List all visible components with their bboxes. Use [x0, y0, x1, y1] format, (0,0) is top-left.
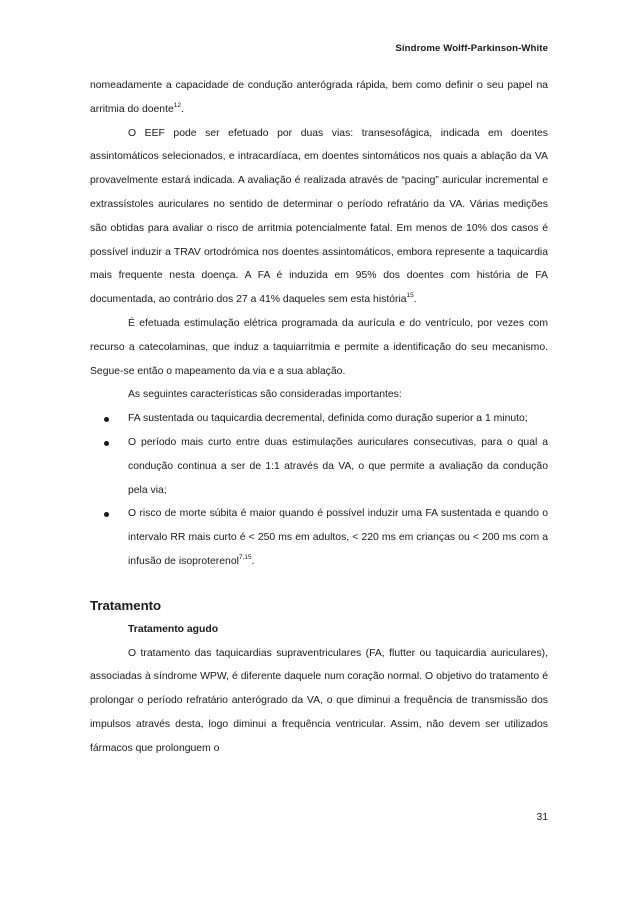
bullet-icon	[104, 441, 109, 446]
list-item	[90, 431, 548, 502]
running-header: Síndrome Wolff-Parkinson-White	[395, 43, 548, 54]
paragraph-treatment: O tratamento das taquicardias supraventriculares (FA, flutter ou taquicardia auriculares), associadas à síndrome WPW, é diferente daquele num coração normal. O objetivo do tratamento é prolongar o período refratário anterógrado da VA, o que diminui a frequência de transmissão dos impulsos através desta, logo diminui a frequência ventricular. Assim, não devem ser utilizados fármacos que prolonguem o	[90, 647, 548, 754]
list-item	[90, 407, 548, 431]
section-heading: Tratamento	[90, 597, 162, 613]
paragraph-continuation	[90, 74, 548, 122]
bullet-icon	[104, 512, 109, 517]
list-item-text: FA sustentada ou taquicardia decremental, definida como duração superior a 1 minuto;	[128, 413, 528, 425]
paragraph-text: nomeadamente a capacidade de condução anterógrada rápida, bem como definir o seu papel na arritmia do doente	[90, 80, 548, 115]
paragraph-text: O EEF pode ser efetuado por duas vias: transesofágica, indicada em doentes assintomáticos selecionados, e intracardíaca, em doentes sintomáticos nos quais a ablação da VA provavelmente estará indicada. A avaliação é realizada através de “pacing” auricular incremental e extrassístoles auriculares no sentido de determinar o período refratário da VA. Várias medições são obtidas para avaliar o risco de arritmia potencialmente fatal. Em menos de 10% dos casos é possível induzir a TRAV ortodrómica nos doentes assintomáticos, embora represente a taquicardia mais frequente nesta doença. A FA é induzida em 95% dos doentes com história de FA documentada, ao contrário dos 27 a 41% daqueles sem esta história	[90, 127, 548, 306]
citation-ref: 15	[406, 292, 414, 300]
list-item-text: O risco de morte súbita é maior quando é possível induzir uma FA sustentada e quando o intervalo RR mais curto é < 250 ms em adultos, < 220 ms em crianças ou < 200 ms com a infusão de isoproterenol	[128, 508, 548, 567]
citation-ref: 7,15	[238, 553, 252, 561]
list-item-text: O período mais curto entre duas estimulações auriculares consecutivas, para o qual a condução continua a ser de 1:1 através da VA, o que permite a avaliação da condução pela via;	[128, 436, 548, 496]
document-body	[90, 74, 548, 761]
bullet-icon	[104, 417, 109, 422]
paragraph-tail: .	[180, 103, 184, 115]
paragraph-eef	[90, 122, 548, 312]
paragraph-tail: .	[413, 294, 417, 306]
characteristics-list	[90, 407, 548, 574]
page-number: 31	[536, 812, 548, 823]
subsection-heading: Tratamento agudo	[128, 623, 219, 635]
list-item	[90, 502, 548, 573]
paragraph-characteristics-intro: As seguintes características são consideradas importantes:	[128, 389, 402, 401]
paragraph-stimulation: É efetuada estimulação elétrica programada da aurícula e do ventrículo, por vezes com recurso a catecolaminas, que induz a taquiarritmia e permite a identificação do seu mecanismo. Segue-se então o mapeamento da via e a sua ablação.	[90, 317, 548, 377]
citation-ref: 12	[173, 101, 181, 109]
list-item-tail: .	[251, 555, 255, 567]
